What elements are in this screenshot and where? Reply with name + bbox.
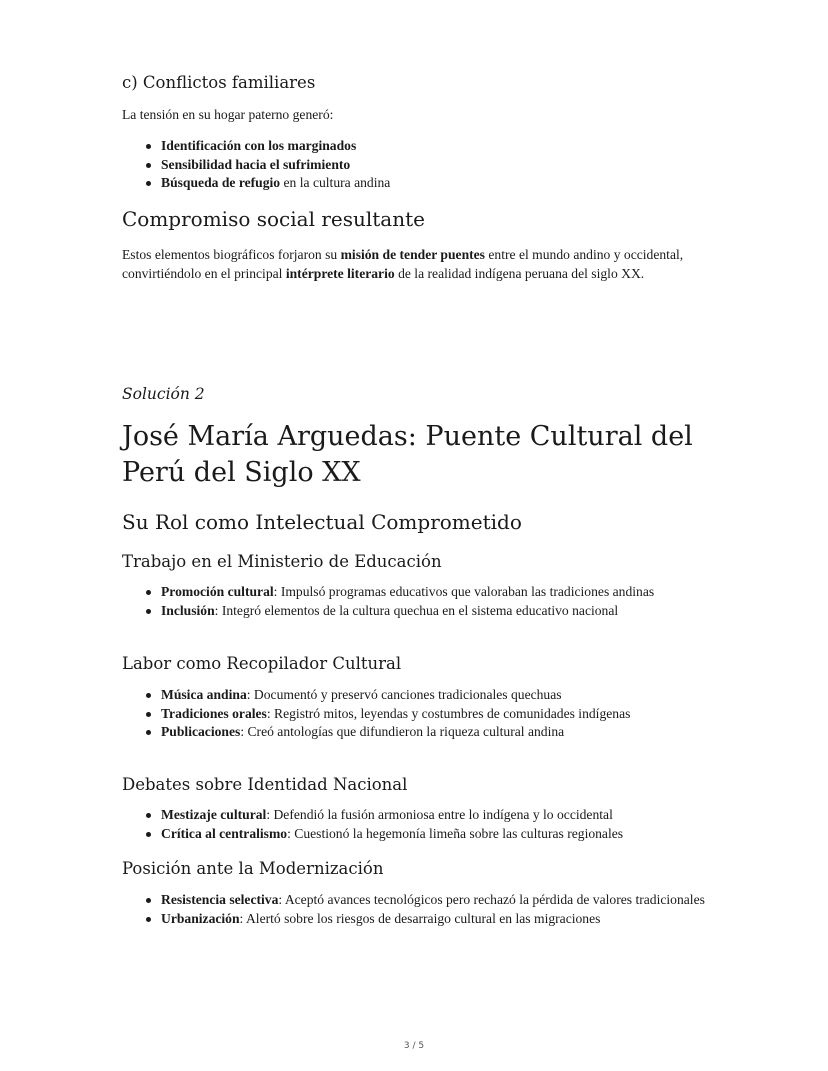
modernizacion-list (161, 891, 721, 928)
solution-label: Solución 2 (122, 385, 205, 403)
rol-heading: Su Rol como Intelectual Comprometido (122, 510, 522, 534)
conflictos-intro: La tensión en su hogar paterno generó: (122, 107, 334, 122)
list-item: Búsqueda de refugio en la cultura andina (161, 174, 721, 193)
list-item: Resistencia selectiva: Aceptó avances tecnológicos pero rechazó la pérdida de valores tradicionales (161, 891, 721, 910)
list-item: Urbanización: Alertó sobre los riesgos de desarraigo cultural en las migraciones (161, 910, 721, 929)
list-item: Sensibilidad hacia el sufrimiento (161, 156, 721, 175)
compromiso-paragraph: Estos elementos biográficos forjaron su misión de tender puentes entre el mundo andino y occidental, convirtiéndolo en el principal intérprete literario de la realidad indígena peruana del siglo XX. (122, 247, 684, 281)
compromiso-heading: Compromiso social resultante (122, 207, 425, 231)
list-item: Crítica al centralismo: Cuestionó la hegemonía limeña sobre las culturas regionales (161, 825, 721, 844)
recopilador-heading: Labor como Recopilador Cultural (122, 654, 402, 673)
conflictos-heading: c) Conflictos familiares (122, 73, 316, 92)
page-title: José María Arguedas: Puente Cultural del Perú del Siglo XX (122, 421, 693, 488)
list-item: Tradiciones orales: Registró mitos, leyendas y costumbres de comunidades indígenas (161, 705, 721, 724)
modernizacion-heading: Posición ante la Modernización (122, 859, 384, 878)
debates-heading: Debates sobre Identidad Nacional (122, 775, 408, 794)
ministerio-heading: Trabajo en el Ministerio de Educación (122, 552, 442, 571)
conflictos-list (161, 137, 721, 193)
debates-list (161, 806, 721, 843)
list-item: Promoción cultural: Impulsó programas educativos que valoraban las tradiciones andinas (161, 583, 721, 602)
page-number: 3 / 5 (403, 1041, 425, 1051)
list-item: Música andina: Documentó y preservó canciones tradicionales quechuas (161, 686, 721, 705)
recopilador-list (161, 686, 721, 742)
list-item: Publicaciones: Creó antologías que difundieron la riqueza cultural andina (161, 723, 721, 742)
list-item: Inclusión: Integró elementos de la cultura quechua en el sistema educativo nacional (161, 602, 721, 621)
list-item: Identificación con los marginados (161, 137, 721, 156)
list-item: Mestizaje cultural: Defendió la fusión armoniosa entre lo indígena y lo occidental (161, 806, 721, 825)
ministerio-list (161, 583, 721, 620)
